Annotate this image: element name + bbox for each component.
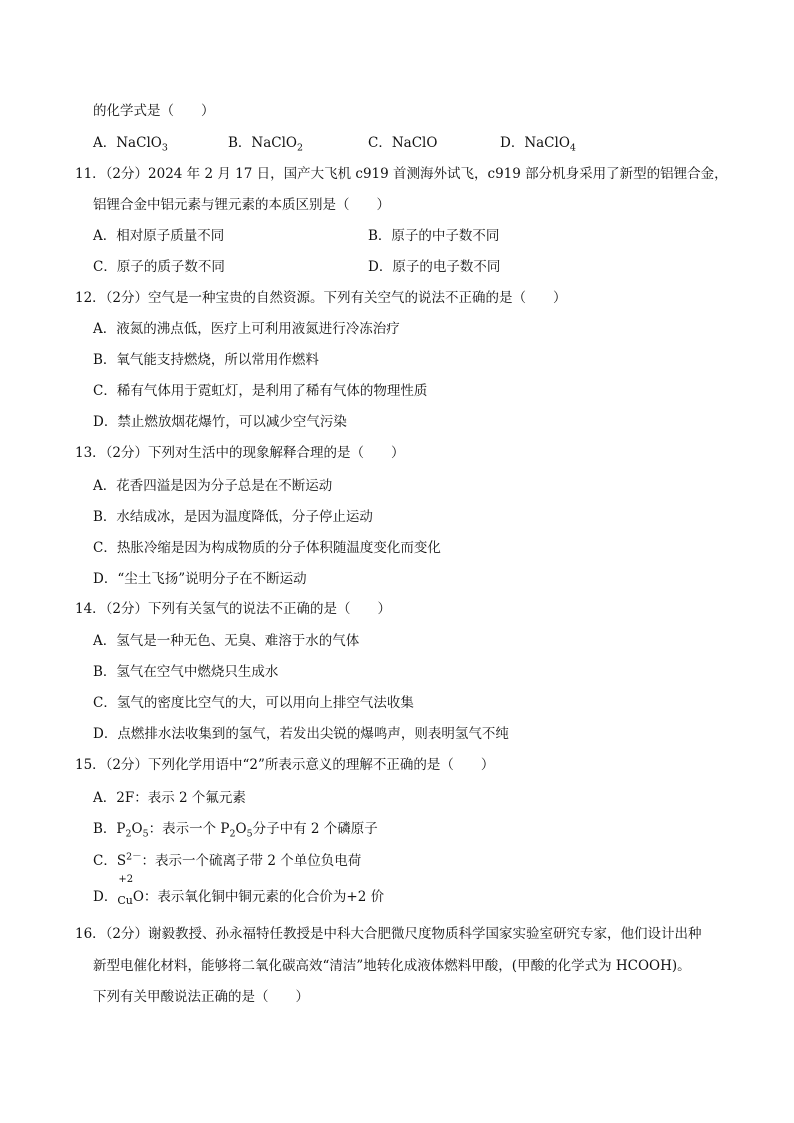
q12-option-c[interactable]: C．稀有气体用于霓虹灯，是利用了稀有气体的物理性质 [93,383,428,399]
q14-option-a[interactable]: A．氢气是一种无色、无臭、难溶于水的气体 [93,633,360,649]
q16-stem-cont-1: 新型电催化材料，能够将二氧化碳高效“清洁”地转化成液体燃料甲酸，(甲酸的化学式为 HCOOH)。 [93,958,691,974]
q13-option-a[interactable]: A．花香四溢是因为分子总是在不断运动 [93,478,333,494]
q16-stem-cont-2: 下列有关甲酸说法正确的是（ ） [93,989,309,1005]
q12-stem: 12．（2分）空气是一种宝贵的自然资源。下列有关空气的说法不正确的是（ ） [75,290,567,306]
q10-option-d[interactable]: D．NaClO$_4$ [500,135,576,154]
q13-option-c[interactable]: C．热胀冷缩是因为构成物质的分子体积随温度变化而变化 [93,540,441,556]
q10-stem-cont: 的化学式是（ ） [93,103,215,119]
q13-option-d[interactable]: D．“尘土飞扬”说明分子在不断运动 [93,571,307,587]
q10-option-c[interactable]: C．NaClO [368,135,438,151]
q11-option-b[interactable]: B．原子的中子数不同 [368,228,500,244]
q15-option-c[interactable]: C．$S^{2-}$：表示一个硫离子带 2 个单位负电荷 [93,851,362,869]
q12-option-b[interactable]: B．氧气能支持燃烧，所以常用作燃料 [93,352,319,368]
q15-option-a[interactable]: A．2F：表示 2 个氟元素 [93,790,246,806]
valence-notation: +2 $_{Cu}$ [117,874,134,907]
q14-stem: 14．（2分）下列有关氢气的说法不正确的是（ ） [75,601,392,617]
q16-stem: 16．（2分）谢毅教授、孙永福特任教授是中科大合肥微尺度物质科学国家实验室研究专家，他们设计出种 [75,926,702,942]
q10-option-a[interactable]: A．NaClO$_3$ [93,135,168,154]
q15-option-b[interactable]: B．$P_2O_5$：表示一个 $P_2O_5$分子中有 2 个磷原子 [93,821,378,840]
q11-option-a[interactable]: A．相对原子质量不同 [93,228,225,244]
q11-option-d[interactable]: D．原子的电子数不同 [368,259,501,275]
q14-option-b[interactable]: B．氢气在空气中燃烧只生成水 [93,664,279,680]
q14-option-c[interactable]: C．氢气的密度比空气的大，可以用向上排空气法收集 [93,695,414,711]
q15-option-d[interactable]: D． +2 $_{Cu}$O：表示氧化铜中铜元素的化合价为+2 价 [93,874,385,907]
q12-option-d[interactable]: D．禁止燃放烟花爆竹，可以减少空气污染 [93,414,347,430]
q11-stem: 11．（2分）2024 年 2 月 17 日，国产大飞机 c919 首测海外试飞，c919 部分机身采用了新型的铝锂合金， [75,166,728,182]
q13-stem: 13．（2分）下列对生活中的现象解释合理的是（ ） [75,445,405,461]
q12-option-a[interactable]: A．液氮的沸点低，医疗上可利用液氮进行冷冻治疗 [93,321,400,337]
q10-option-b[interactable]: B．NaClO$_2$ [228,135,304,154]
q11-stem-cont: 铝锂合金中铝元素与锂元素的本质区别是（ ） [93,197,390,213]
q14-option-d[interactable]: D．点燃排水法收集到的氢气，若发出尖锐的爆鸣声，则表明氢气不纯 [93,726,509,742]
q15-stem: 15．（2分）下列化学用语中“2”所表示意义的理解不正确的是（ ） [75,757,495,773]
q11-option-c[interactable]: C．原子的质子数不同 [93,259,225,275]
q13-option-b[interactable]: B．水结成冰，是因为温度降低，分子停止运动 [93,509,373,525]
